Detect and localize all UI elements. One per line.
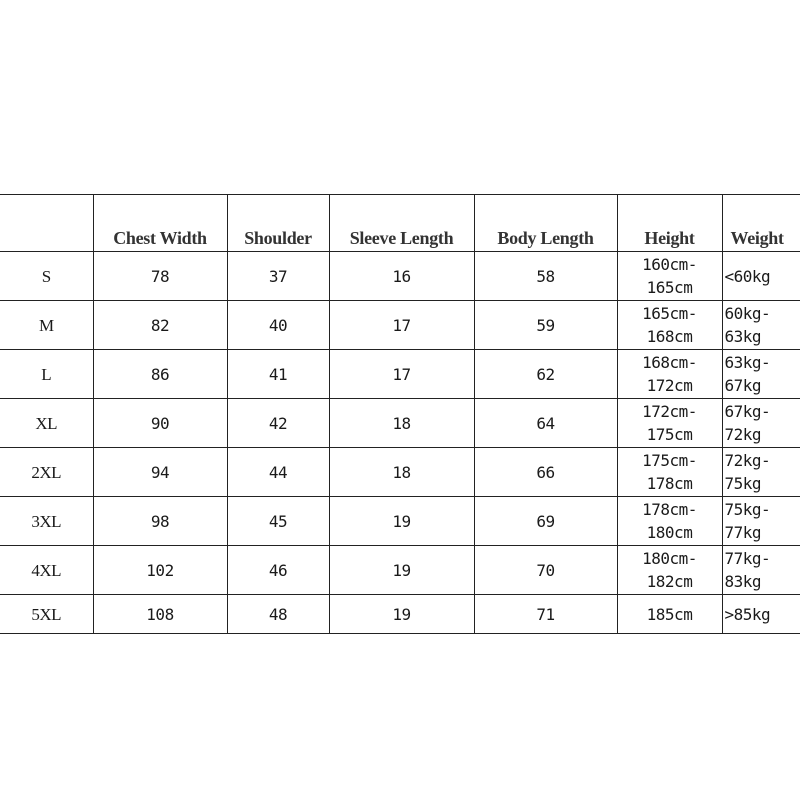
sleeve-cell: 17 — [329, 301, 474, 350]
height-line-2: 182cm — [646, 572, 693, 591]
height-line-1: 172cm- — [642, 402, 697, 421]
body-cell: 71 — [474, 595, 617, 634]
size-cell: XL — [0, 399, 93, 448]
size-cell: 4XL — [0, 546, 93, 595]
chest-cell: 108 — [93, 595, 227, 634]
chest-cell: 94 — [93, 448, 227, 497]
height-cell — [617, 497, 722, 546]
weight-cell — [722, 595, 800, 634]
body-cell: 70 — [474, 546, 617, 595]
height-line-1: 168cm- — [642, 353, 697, 372]
chest-cell: 86 — [93, 350, 227, 399]
height-line-1: 185cm — [646, 604, 693, 624]
table-row — [0, 448, 800, 497]
size-cell: S — [0, 252, 93, 301]
weight-cell — [722, 546, 800, 595]
header-weight: Weight — [722, 195, 800, 252]
weight-line-1: 75kg- — [724, 500, 771, 519]
sleeve-cell: 17 — [329, 350, 474, 399]
weight-cell — [722, 252, 800, 301]
sleeve-cell: 19 — [329, 595, 474, 634]
height-cell — [617, 252, 722, 301]
weight-line-1: <60kg — [724, 266, 771, 286]
height-line-1: 175cm- — [642, 451, 697, 470]
chest-cell: 90 — [93, 399, 227, 448]
shoulder-cell: 37 — [227, 252, 329, 301]
chest-cell: 98 — [93, 497, 227, 546]
size-cell: 2XL — [0, 448, 93, 497]
chest-cell: 82 — [93, 301, 227, 350]
sleeve-cell: 19 — [329, 546, 474, 595]
weight-cell — [722, 497, 800, 546]
weight-line-1: 63kg- — [724, 353, 771, 372]
weight-line-2: 63kg — [724, 327, 762, 346]
header-chest-width: Chest Width — [93, 195, 227, 252]
height-line-2: 168cm — [646, 327, 693, 346]
height-line-1: 180cm- — [642, 549, 697, 568]
size-cell: 3XL — [0, 497, 93, 546]
header-row — [0, 195, 800, 252]
size-cell: L — [0, 350, 93, 399]
header-height: Height — [617, 195, 722, 252]
shoulder-cell: 48 — [227, 595, 329, 634]
weight-cell — [722, 399, 800, 448]
shoulder-cell: 46 — [227, 546, 329, 595]
size-chart-table — [0, 194, 800, 634]
weight-line-1: 77kg- — [724, 549, 771, 568]
height-cell — [617, 448, 722, 497]
table-row — [0, 350, 800, 399]
height-line-1: 160cm- — [642, 255, 697, 274]
size-cell: M — [0, 301, 93, 350]
shoulder-cell: 41 — [227, 350, 329, 399]
sleeve-cell: 16 — [329, 252, 474, 301]
body-cell: 66 — [474, 448, 617, 497]
height-cell — [617, 546, 722, 595]
size-cell: 5XL — [0, 595, 93, 634]
table-row — [0, 301, 800, 350]
height-line-2: 178cm — [646, 474, 693, 493]
weight-line-1: 60kg- — [724, 304, 771, 323]
weight-cell — [722, 301, 800, 350]
body-cell: 58 — [474, 252, 617, 301]
sleeve-cell: 18 — [329, 448, 474, 497]
height-cell — [617, 301, 722, 350]
chest-cell: 78 — [93, 252, 227, 301]
height-line-2: 172cm — [646, 376, 693, 395]
header-shoulder: Shoulder — [227, 195, 329, 252]
body-cell: 69 — [474, 497, 617, 546]
height-line-1: 178cm- — [642, 500, 697, 519]
weight-cell — [722, 448, 800, 497]
weight-line-2: 67kg — [724, 376, 762, 395]
weight-line-1: 67kg- — [724, 402, 771, 421]
table-row — [0, 252, 800, 301]
body-cell: 62 — [474, 350, 617, 399]
table-row — [0, 399, 800, 448]
table-row — [0, 546, 800, 595]
shoulder-cell: 42 — [227, 399, 329, 448]
height-cell — [617, 595, 722, 634]
table-row — [0, 497, 800, 546]
weight-line-1: >85kg — [724, 604, 771, 624]
height-cell — [617, 350, 722, 399]
height-line-2: 165cm — [646, 278, 693, 297]
weight-line-2: 77kg — [724, 523, 762, 542]
weight-line-1: 72kg- — [724, 451, 771, 470]
header-size — [0, 195, 93, 252]
weight-line-2: 72kg — [724, 425, 762, 444]
height-line-2: 175cm — [646, 425, 693, 444]
shoulder-cell: 44 — [227, 448, 329, 497]
height-cell — [617, 399, 722, 448]
body-cell: 64 — [474, 399, 617, 448]
height-line-1: 165cm- — [642, 304, 697, 323]
height-line-2: 180cm — [646, 523, 693, 542]
header-body-length: Body Length — [474, 195, 617, 252]
weight-cell — [722, 350, 800, 399]
shoulder-cell: 45 — [227, 497, 329, 546]
body-cell: 59 — [474, 301, 617, 350]
weight-line-2: 83kg — [724, 572, 762, 591]
header-sleeve-length: Sleeve Length — [329, 195, 474, 252]
sleeve-cell: 18 — [329, 399, 474, 448]
shoulder-cell: 40 — [227, 301, 329, 350]
sleeve-cell: 19 — [329, 497, 474, 546]
table-row — [0, 595, 800, 634]
weight-line-2: 75kg — [724, 474, 762, 493]
chest-cell: 102 — [93, 546, 227, 595]
